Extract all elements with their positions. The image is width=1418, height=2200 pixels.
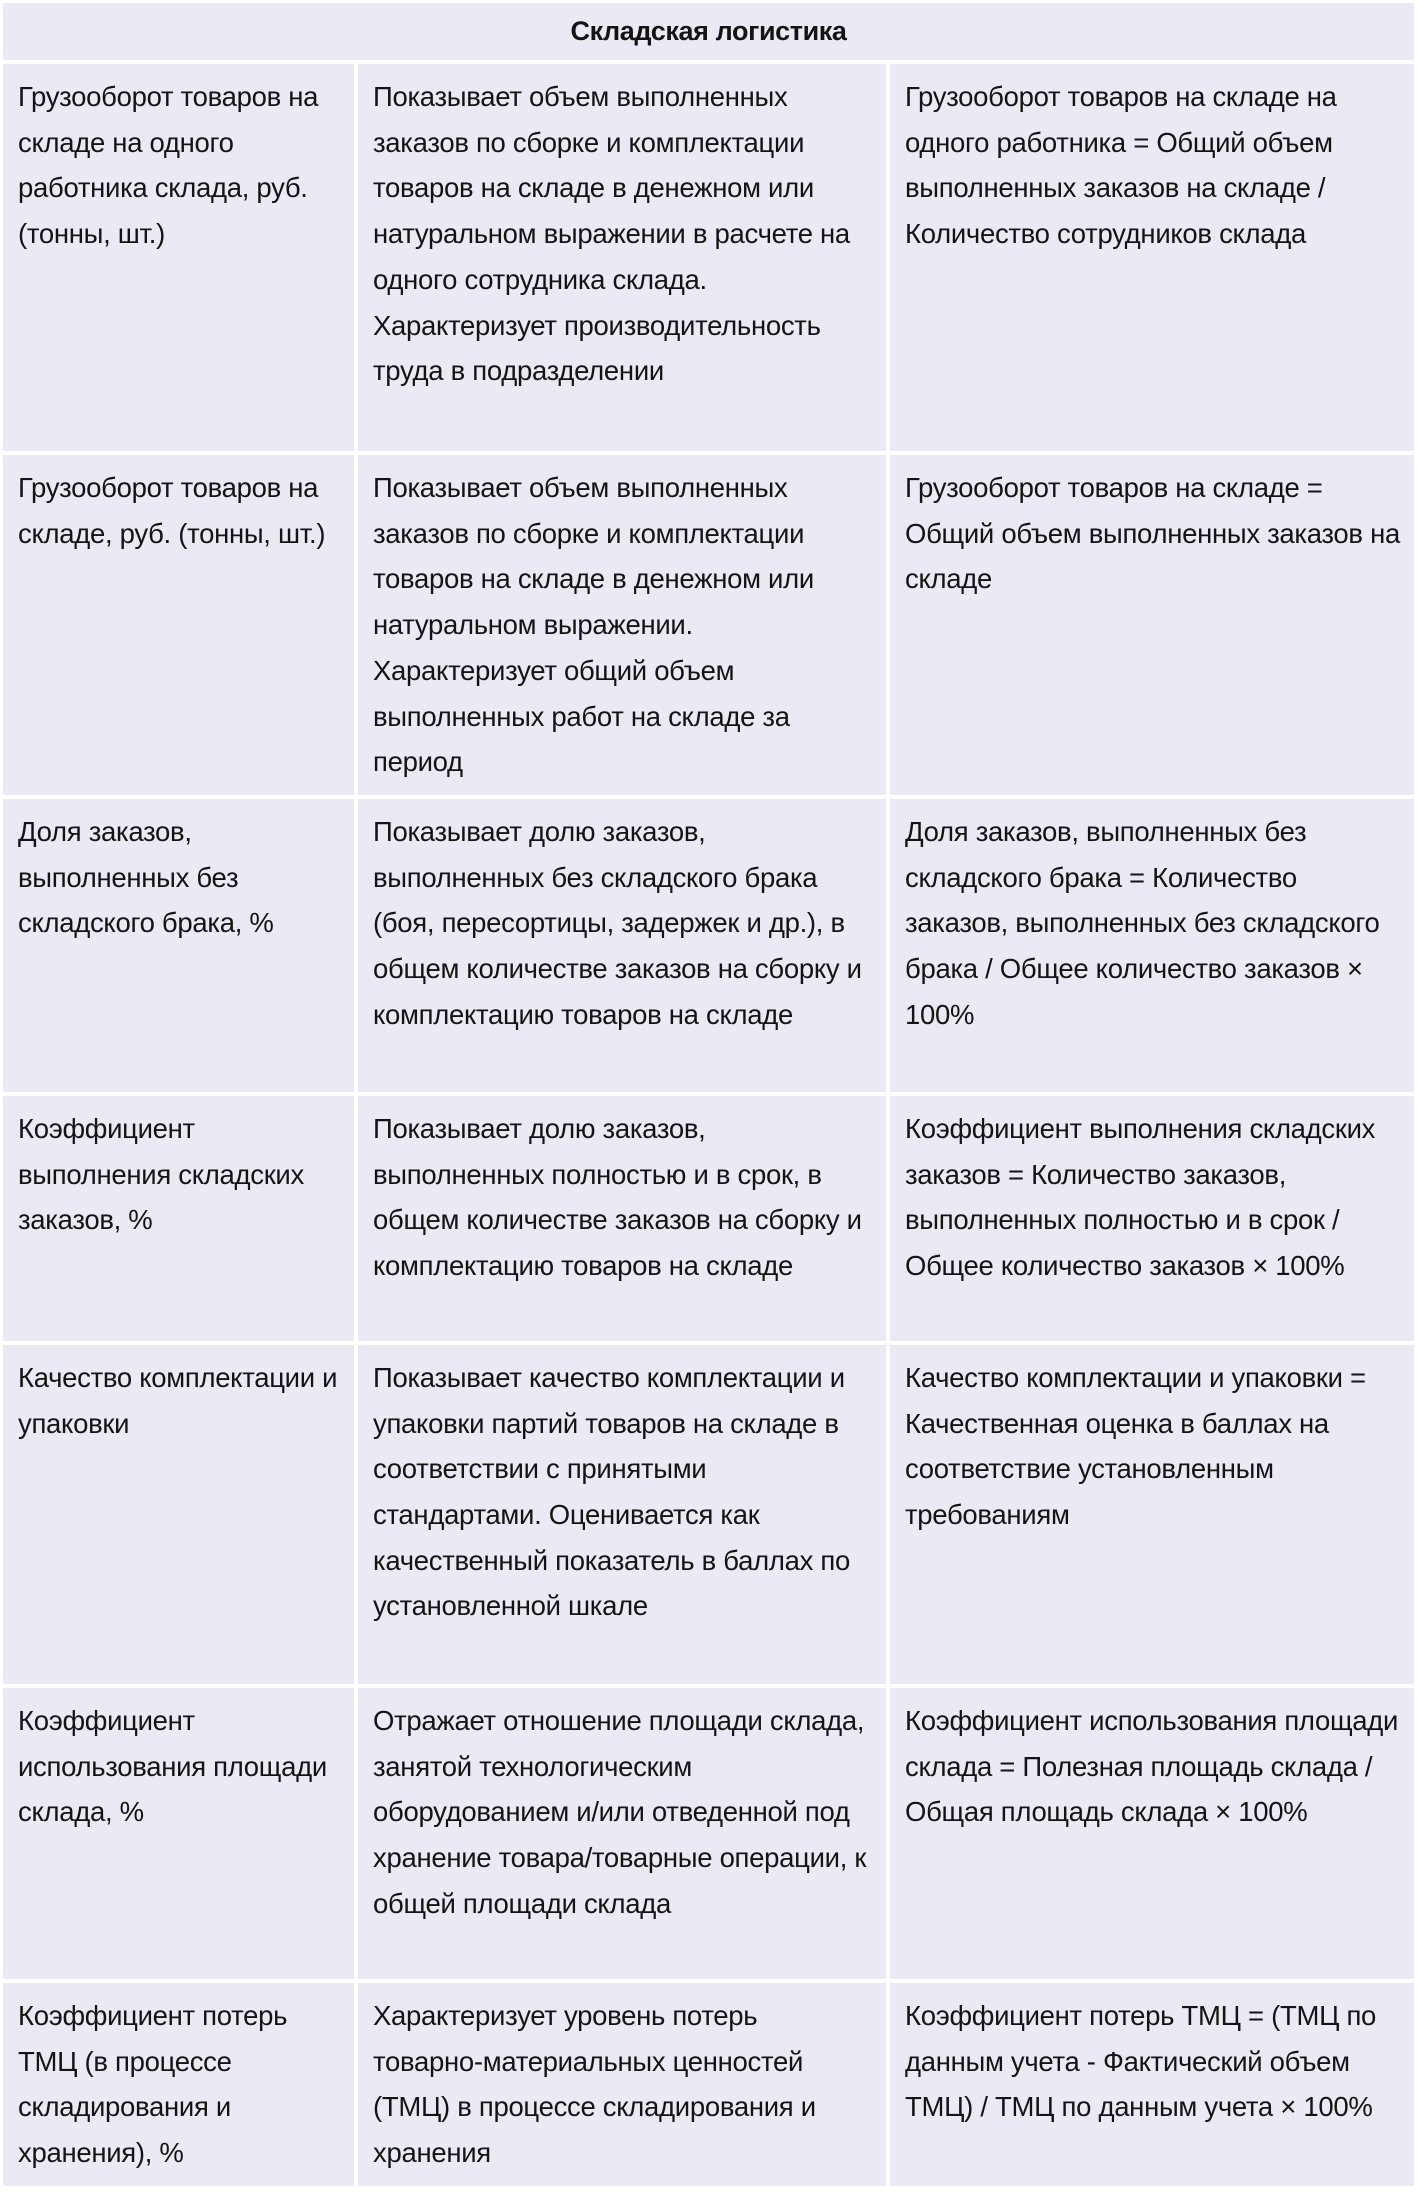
description-cell: Показывает долю заказов, выполненных полностью и в срок, в общем количестве заказов на сборку и комплектацию товаров на складе: [358, 1096, 890, 1345]
indicator-cell: Коэффициент потерь ТМЦ (в процессе складирования и хранения), %: [3, 1983, 358, 2186]
formula-cell: Доля заказов, выполненных без складского брака = Количество заказов, выполненных без складского брака / Общее количество заказов × 100%: [890, 799, 1414, 1096]
indicator-cell: Грузооборот товаров на складе на одного работника склада, руб. (тонны, шт.): [3, 64, 358, 455]
indicator-cell: Грузооборот товаров на складе, руб. (тонны, шт.): [3, 455, 358, 799]
table-row: [3, 1096, 1414, 1345]
table-row: [3, 64, 1414, 455]
indicator-cell: Коэффициент использования площади склада, %: [3, 1688, 358, 1983]
table-row: [3, 455, 1414, 799]
indicator-cell: Коэффициент выполнения складских заказов, %: [3, 1096, 358, 1345]
formula-cell: Коэффициент использования площади склада = Полезная площадь склада / Общая площадь склада × 100%: [890, 1688, 1414, 1983]
formula-cell: Коэффициент выполнения складских заказов = Количество заказов, выполненных полностью и в срок / Общее количество заказов × 100%: [890, 1096, 1414, 1345]
table-row: [3, 1983, 1414, 2186]
description-cell: Показывает долю заказов, выполненных без складского брака (боя, пересортицы, задержек и др.), в общем количестве заказов на сборку и комплектацию товаров на складе: [358, 799, 890, 1096]
formula-cell: Коэффициент потерь ТМЦ = (ТМЦ по данным учета - Фактический объем ТМЦ) / ТМЦ по данным учета × 100%: [890, 1983, 1414, 2186]
description-cell: Показывает объем выполненных заказов по сборке и комплектации товаров на складе в денежном или натуральном выражении. Характеризует общий объем выполненных работ на складе за период: [358, 455, 890, 799]
formula-cell: Грузооборот товаров на складе = Общий объем выполненных заказов на складе: [890, 455, 1414, 799]
warehouse-logistics-kpi-table: [3, 3, 1414, 2186]
description-cell: Характеризует уровень потерь товарно-материальных ценностей (ТМЦ) в процессе складирования и хранения: [358, 1983, 890, 2186]
description-cell: Показывает объем выполненных заказов по сборке и комплектации товаров на складе в денежном или натуральном выражении в расчете на одного сотрудника склада. Характеризует производительность труда в подразделении: [358, 64, 890, 455]
indicator-cell: Качество комплектации и упаковки: [3, 1345, 358, 1688]
table-row: [3, 799, 1414, 1096]
description-cell: Отражает отношение площади склада, занятой технологическим оборудованием и/или отведенной под хранение товара/товарные операции, к общей площади склада: [358, 1688, 890, 1983]
table-row: [3, 1688, 1414, 1983]
table-title: Складская логистика: [3, 3, 1414, 64]
formula-cell: Грузооборот товаров на складе на одного работника = Общий объем выполненных заказов на складе / Количество сотрудников склада: [890, 64, 1414, 455]
formula-cell: Качество комплектации и упаковки = Качественная оценка в баллах на соответствие установленным требованиям: [890, 1345, 1414, 1688]
indicator-cell: Доля заказов, выполненных без складского брака, %: [3, 799, 358, 1096]
table-header-row: [3, 3, 1414, 64]
description-cell: Показывает качество комплектации и упаковки партий товаров на складе в соответствии с принятыми стандартами. Оценивается как качественный показатель в баллах по установленной шкале: [358, 1345, 890, 1688]
table-row: [3, 1345, 1414, 1688]
